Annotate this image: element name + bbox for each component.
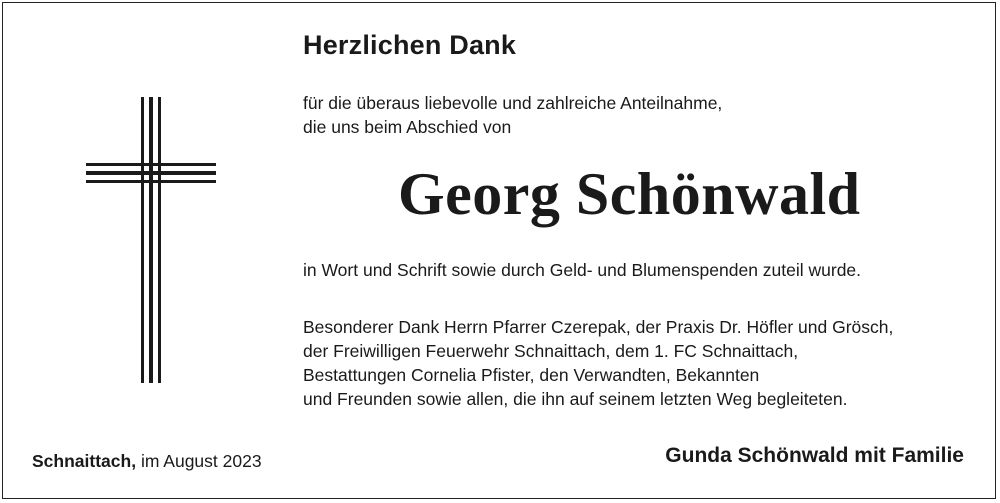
notice-heading: Herzlichen Dank [303, 30, 517, 60]
place-date [32, 451, 262, 472]
intro-line: für die überaus liebevolle und zahlreiche Anteilnahme, [303, 93, 723, 113]
deceased-name: Georg Schönwald [398, 161, 861, 227]
thanks-line: Bestattungen Cornelia Pfister, den Verwandten, Bekannten [303, 365, 760, 385]
intro-text [303, 91, 722, 139]
thanks-line: Besonderer Dank Herrn Pfarrer Czerepak, der Praxis Dr. Höfler und Grösch, [303, 317, 894, 337]
cross-icon [86, 97, 216, 383]
thanks-text [303, 315, 893, 411]
thanks-line: der Freiwilligen Feuerwehr Schnaittach, dem 1. FC Schnaittach, [303, 341, 799, 361]
signature: Gunda Schönwald mit Familie [665, 444, 964, 467]
thanks-line: und Freunden sowie allen, die ihn auf seinem letzten Weg begleiteten. [303, 389, 848, 409]
condolence-line: in Wort und Schrift sowie durch Geld- und Blumenspenden zuteil wurde. [303, 260, 862, 280]
intro-line: die uns beim Abschied von [303, 117, 512, 137]
date: im August 2023 [140, 451, 262, 471]
place: Schnaittach, [32, 451, 137, 471]
